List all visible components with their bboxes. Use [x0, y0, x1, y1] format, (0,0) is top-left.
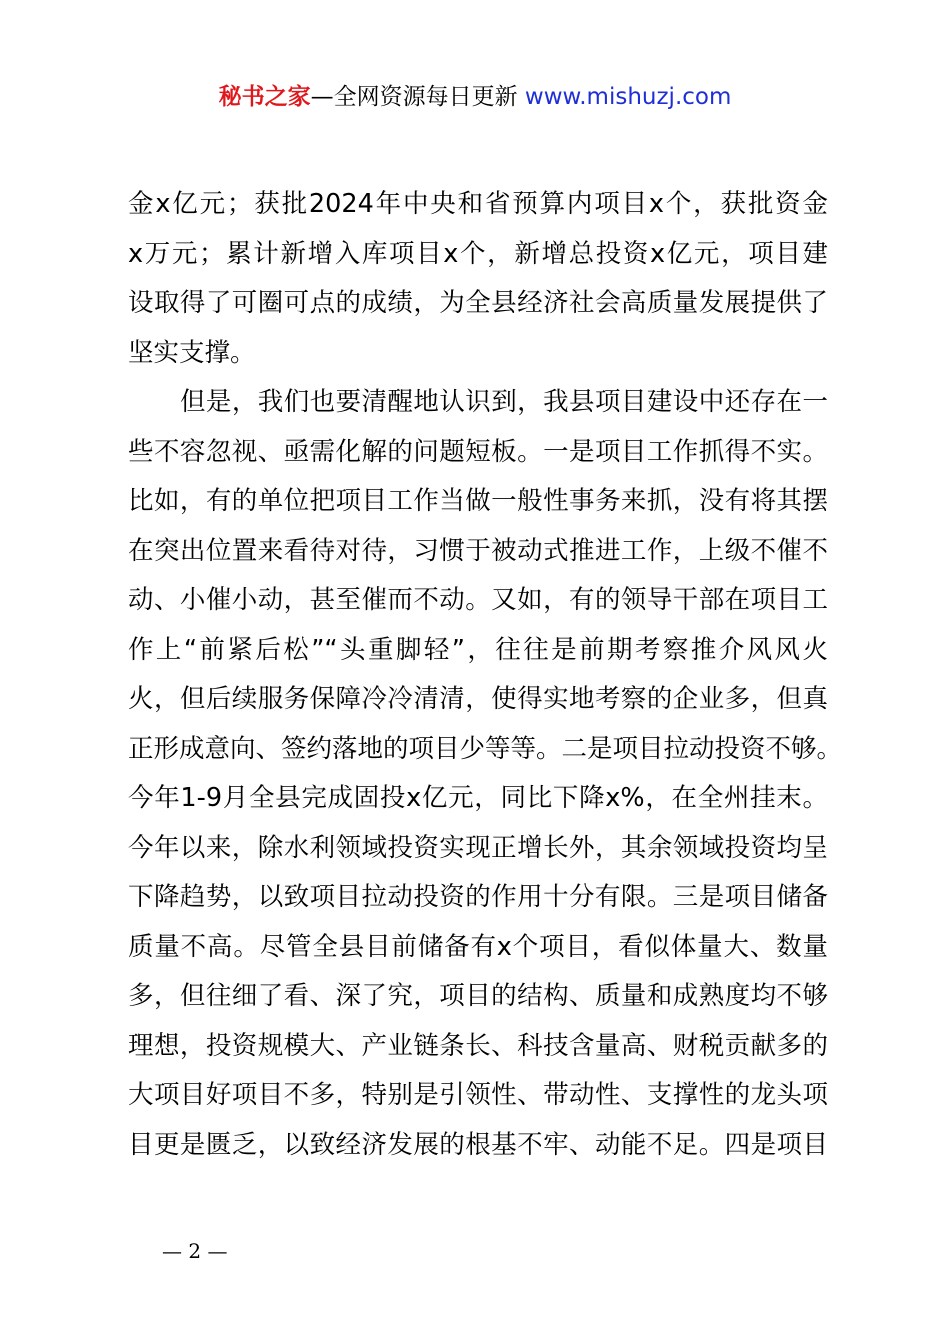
text-line: 质量不高。尽管全县目前储备有x个项目，看似体量大、数量: [128, 931, 828, 962]
text-line: 金x亿元；获批2024年中央和省预算内项目x个，获批资金: [128, 189, 828, 219]
text-line: 理想，投资规模大、产业链条长、科技含量高、财税贡献多的: [128, 1030, 828, 1061]
site-url-link[interactable]: www.mishuzj.com: [524, 84, 732, 110]
text-line: 作上“前紧后松”“头重脚轻”，往往是前期考察推介风风火: [128, 634, 828, 665]
text-line: 火，但后续服务保障冷冷清清，使得实地考察的企业多，但真: [128, 684, 828, 714]
text-line: 些不容忽视、亟需化解的问题短板。一是项目工作抓得不实。: [128, 436, 828, 467]
site-header: [0, 82, 950, 112]
text-line: 目更是匮乏，以致经济发展的根基不牢、动能不足。四是项目: [128, 1129, 828, 1160]
page-number: — 2 —: [162, 1239, 228, 1263]
text-line: 比如，有的单位把项目工作当做一般性事务来抓，没有将其摆: [128, 486, 828, 516]
text-line: 今年1-9月全县完成固投x亿元，同比下降x%，在全州挂末。: [128, 783, 828, 813]
text-line: 坚实支撑。: [128, 337, 256, 368]
site-brand: 秘书之家: [218, 84, 311, 110]
paragraph-start-line: 但是，我们也要清醒地认识到，我县项目建设中还存在一: [180, 387, 828, 417]
text-line: 下降趋势，以致项目拉动投资的作用十分有限。三是项目储备: [128, 882, 828, 912]
document-body: [128, 180, 843, 1170]
text-line: 今年以来，除水利领域投资实现正增长外，其余领域投资均呈: [128, 832, 828, 863]
text-line: 大项目好项目不多，特别是引领性、带动性、支撑性的龙头项: [128, 1080, 828, 1110]
text-line: 正形成意向、签约落地的项目少等等。二是项目拉动投资不够。: [128, 733, 843, 764]
text-line: 设取得了可圈可点的成绩，为全县经济社会高质量发展提供了: [128, 288, 828, 318]
site-tagline: —全网资源每日更新: [310, 84, 518, 110]
text-line: 在突出位置来看待对待，习惯于被动式推进工作，上级不催不: [128, 535, 828, 566]
text-line: x万元；累计新增入库项目x个，新增总投资x亿元，项目建: [128, 238, 828, 269]
text-line: 多，但往细了看、深了究，项目的结构、质量和成熟度均不够: [128, 981, 828, 1011]
text-line: 动、小催小动，甚至催而不动。又如，有的领导干部在项目工: [128, 585, 828, 615]
